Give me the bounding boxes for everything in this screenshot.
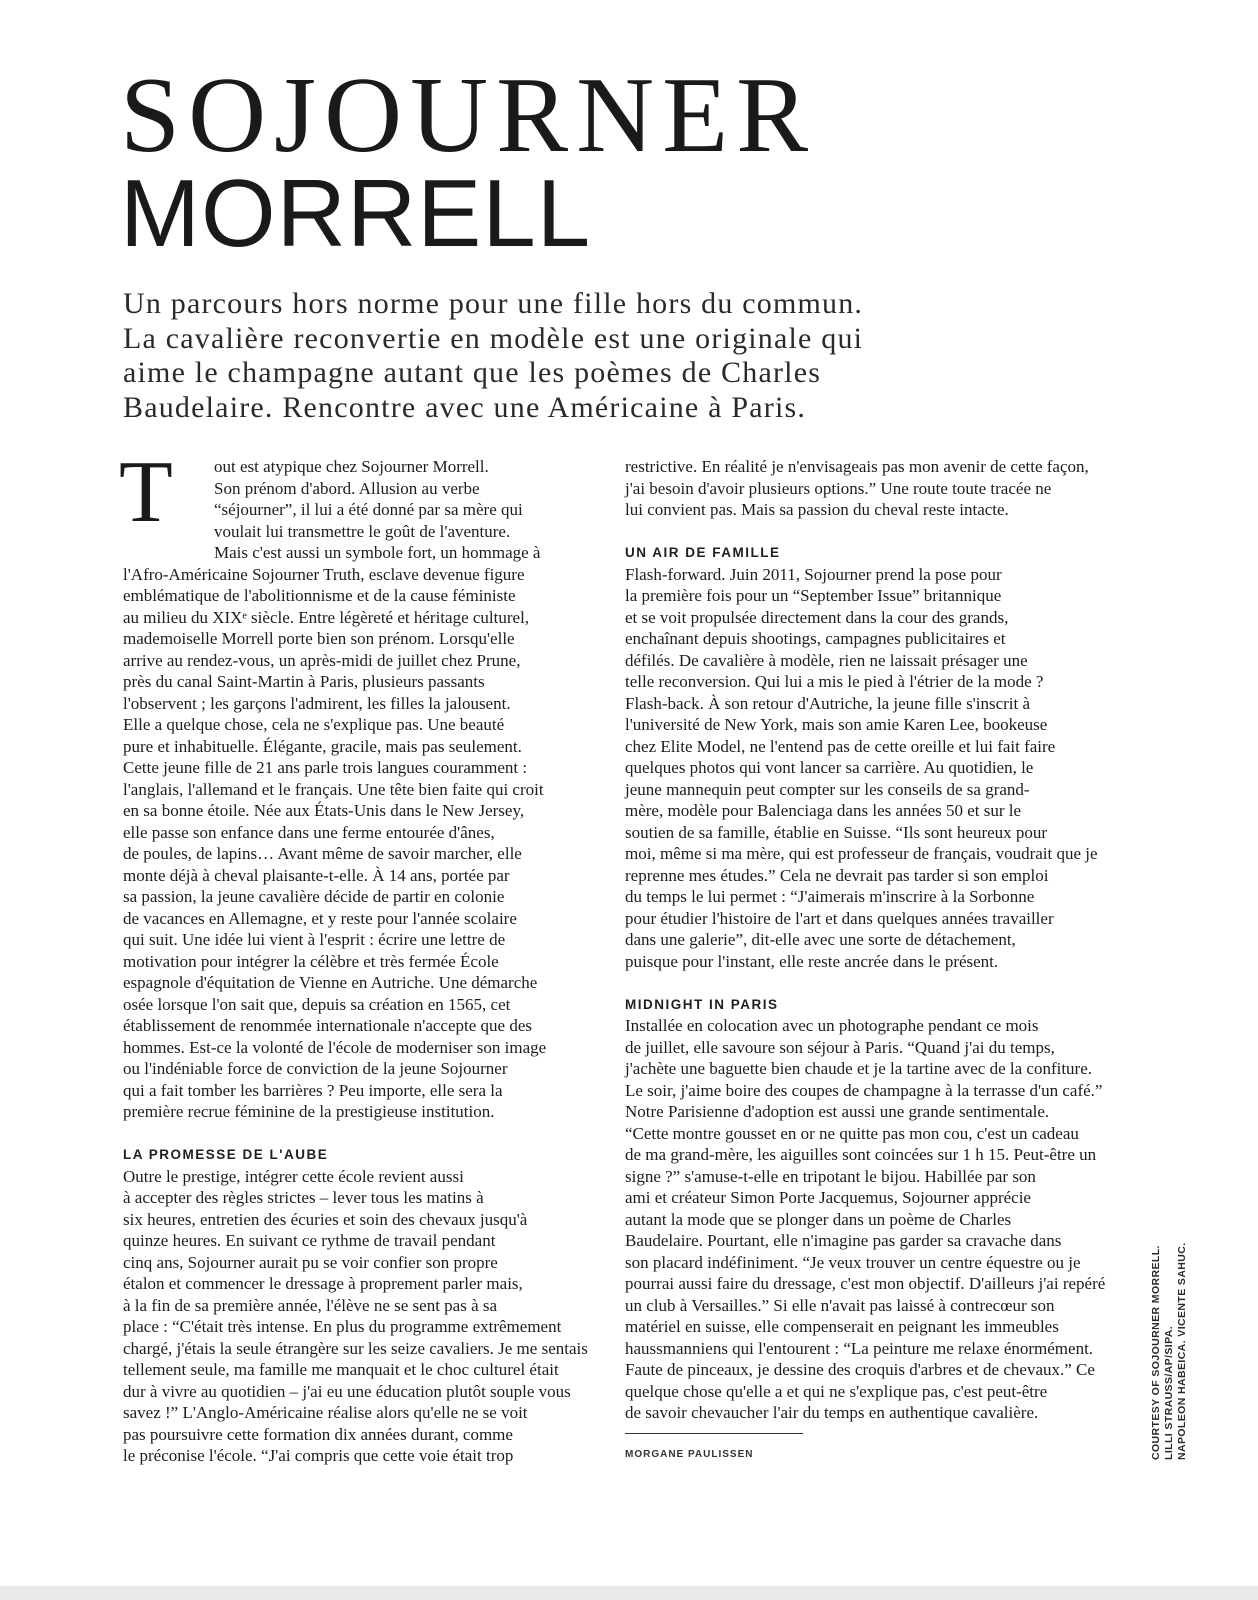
body-line: la première fois pour un “September Issue” britannique <box>625 586 1002 605</box>
body-line: quelque chose qu'elle a et qui ne s'explique pas, c'est peut-être <box>625 1381 1048 1401</box>
page-bottom-edge <box>0 1586 1258 1600</box>
body-line: Son prénom d'abord. Allusion au verbe <box>214 478 480 498</box>
body-line: autant la mode que se plonger dans un poème de Charles <box>625 1209 1012 1229</box>
author-byline: MORGANE PAULISSEN <box>625 1449 754 1460</box>
body-line: soutien de sa famille, établie en Suisse. “Ils sont heureux pour <box>625 822 1048 842</box>
body-line: enchaînant depuis shootings, campagnes publicitaires et <box>625 629 1006 648</box>
body-line: dur à vivre au quotidien – j'ai eu une éducation plutôt souple vous <box>123 1381 571 1401</box>
body-line: “Cette montre gousset en or ne quitte pas mon cou, c'est un cadeau <box>625 1123 1079 1143</box>
credit-line: NAPOLEON HABEICA. VICENTE SAHUC. <box>1176 1242 1188 1460</box>
body-line: son placard indéfiniment. “Je veux trouver un centre équestre ou je <box>625 1252 1081 1272</box>
body-line: pas poursuivre cette formation dix années durant, comme <box>123 1424 513 1444</box>
credit-line: COURTESY OF SOJOURNER MORRELL. <box>1150 1245 1162 1460</box>
body-line: chez Elite Model, ne l'entend pas de cette oreille et lui fait faire <box>625 736 1056 756</box>
body-line: Installée en colocation avec un photographe pendant ce mois <box>625 1016 1039 1035</box>
body-line: ou l'indéniable force de conviction de la jeune Sojourner <box>123 1059 508 1078</box>
body-line: de vacances en Allemagne, et y reste pour l'année scolaire <box>123 908 517 928</box>
standfirst-line: Un parcours hors norme pour une fille hors du commun. <box>123 287 864 320</box>
body-line: de savoir chevaucher l'air du temps en authentique cavalière. <box>625 1403 1039 1422</box>
body-line: à la fin de sa première année, l'élève ne se sent pas à sa <box>123 1295 498 1315</box>
body-line: établissement de renommée internationale n'accepte que des <box>123 1016 532 1035</box>
standfirst-line: La cavalière reconvertie en modèle est une originale qui <box>123 321 864 355</box>
body-line: première recrue féminine de la prestigieuse institution. <box>123 1102 495 1121</box>
body-line: de poules, de lapins… Avant même de savoir marcher, elle <box>123 844 522 863</box>
body-line: j'achète une baguette bien chaude et je la tartine avec de la confiture. <box>625 1059 1093 1078</box>
headline-first-name: SOJOURNER <box>120 56 817 175</box>
standfirst-line: Baudelaire. Rencontre avec une Américaine à Paris. <box>123 390 807 424</box>
body-line: quinze heures. En suivant ce rythme de travail pendant <box>123 1231 496 1250</box>
body-line: qui a fait tomber les barrières ? Peu importe, elle sera la <box>123 1080 503 1100</box>
drop-cap: T <box>119 444 173 541</box>
body-line: en sa bonne étoile. Née aux États-Unis dans le New Jersey, <box>123 801 525 820</box>
body-line: monte déjà à cheval plaisante-t-elle. À 14 ans, portée par <box>123 865 510 885</box>
body-line: savez !” L'Anglo-Américaine réalise alors qu'elle ne se voit <box>123 1403 528 1422</box>
body-line: j'ai besoin d'avoir plusieurs options.” Une route toute tracée ne <box>625 478 1052 498</box>
body-line: moi, même si ma mère, qui est professeur de français, voudrait que je <box>625 844 1098 863</box>
standfirst-line: aime le champagne autant que les poèmes de Charles <box>123 356 822 389</box>
body-line: “séjourner”, il lui a été donné par sa mère qui <box>214 500 523 519</box>
body-line: près du canal Saint-Martin à Paris, plusieurs passants <box>123 672 485 691</box>
left-column <box>123 456 588 1467</box>
paragraph-gap <box>123 1123 583 1145</box>
body-line: emblématique de l'abolitionnisme et de la cause féministe <box>123 586 516 605</box>
body-line: pure et inhabituelle. Élégante, gracile, mais pas seulement. <box>123 736 522 756</box>
right-column <box>625 456 1115 1424</box>
body-line: tellement seule, ma famille me manquait et le choc culturel était <box>123 1360 559 1379</box>
body-line: signe ?” s'amuse-t-elle en tripotant le bijou. Habillée par son <box>625 1166 1036 1186</box>
headline-last-name: MORRELL <box>120 160 592 267</box>
body-line: mère, modèle pour Balenciaga dans les années 50 et sur le <box>625 801 1022 820</box>
body-line: Baudelaire. Pourtant, elle n'imagine pas garder sa cravache dans <box>625 1231 1062 1250</box>
body-line: pour étudier l'histoire de l'art et dans quelques années travailler <box>625 908 1054 928</box>
body-line: voulait lui transmettre le goût de l'aventure. <box>214 521 511 541</box>
body-line: Flash-back. À son retour d'Autriche, la jeune fille s'inscrit à <box>625 693 1031 713</box>
body-line: quelques photos qui vont lancer sa carrière. Au quotidien, le <box>625 758 1034 777</box>
body-line: osée lorsque l'on sait que, depuis sa création en 1565, cet <box>123 994 511 1014</box>
body-line: restrictive. En réalité je n'envisageais pas mon avenir de cette façon, <box>625 457 1089 476</box>
body-line: au milieu du XIXᵉ siècle. Entre légèreté et héritage culturel, <box>123 607 530 627</box>
body-line: espagnole d'équitation de Vienne en Autriche. Une démarche <box>123 973 538 992</box>
body-line: lui convient pas. Mais sa passion du cheval reste intacte. <box>625 500 1009 519</box>
body-line: Notre Parisienne d'adoption est aussi une grande sentimentale. <box>625 1102 1050 1121</box>
credit-line: LILLI STRAUSS/AP/SIPA. <box>1163 1325 1175 1460</box>
byline-divider <box>625 1433 803 1434</box>
body-line: place : “C'était très intense. En plus du programme extrêmement <box>123 1317 562 1336</box>
body-line: sa passion, la jeune cavalière décide de partir en colonie <box>123 887 505 906</box>
body-line: Elle a quelque chose, cela ne s'explique pas. Une beauté <box>123 715 505 734</box>
body-line: dans une galerie”, dit-elle avec une sorte de détachement, <box>625 930 1016 949</box>
body-line: Mais c'est aussi un symbole fort, un hommage à <box>214 543 541 562</box>
body-line: six heures, entretien des écuries et soin des chevaux jusqu'à <box>123 1209 528 1229</box>
body-line: telle reconversion. Qui lui a mis le pied à l'étrier de la mode ? <box>625 672 1044 691</box>
body-line: reprenne mes études.” Cela ne devrait pas tarder si son emploi <box>625 865 1049 885</box>
body-line: Cette jeune fille de 21 ans parle trois langues couramment : <box>123 758 528 777</box>
subheading: LA PROMESSE DE L'AUBE <box>123 1147 329 1162</box>
body-line: Flash-forward. Juin 2011, Sojourner prend la pose pour <box>625 564 1002 584</box>
body-line: cinq ans, Sojourner aurait pu se voir confier son propre <box>123 1252 498 1272</box>
standfirst <box>123 287 883 425</box>
body-line: Faute de pinceaux, je dessine des croquis d'arbres et de chevaux.” Ce <box>625 1360 1095 1379</box>
body-line: matériel en suisse, elle compenserait en peignant les immeubles <box>625 1317 1059 1336</box>
paragraph-gap <box>625 521 1115 543</box>
body-line: haussmanniens qui l'entourent : “La peinture me relaxe énormément. <box>625 1338 1094 1358</box>
body-line: hommes. Est-ce la volonté de l'école de moderniser son image <box>123 1037 547 1057</box>
body-line: chargé, j'étais la seule étrangère sur les seize cavaliers. Je me sentais <box>123 1338 588 1358</box>
body-line: de juillet, elle savoure son séjour à Paris. “Quand j'ai du temps, <box>625 1037 1055 1057</box>
body-line: l'observent ; les garçons l'admirent, les filles la jalousent. <box>123 693 511 713</box>
body-line: arrive au rendez-vous, un après-midi de juillet chez Prune, <box>123 650 521 670</box>
body-line: un club à Versailles.” Si elle n'avait pas laissé à contrecœur son <box>625 1295 1055 1315</box>
body-line: l'anglais, l'allemand et le français. Une tête bien faite qui croit <box>123 779 544 799</box>
body-line: étalon et commencer le dressage à proprement parler mais, <box>123 1274 523 1293</box>
photo-credits <box>1150 1190 1189 1460</box>
body-line: puisque pour l'instant, elle reste ancrée dans le présent. <box>625 951 999 971</box>
body-line: out est atypique chez Sojourner Morrell. <box>214 457 489 476</box>
body-line: Outre le prestige, intégrer cette école revient aussi <box>123 1166 464 1186</box>
body-line: du temps le lui permet : “J'aimerais m'inscrire à la Sorbonne <box>625 887 1035 906</box>
subheading: MIDNIGHT IN PARIS <box>625 996 779 1012</box>
body-line: elle passe son enfance dans une ferme entourée d'ânes, <box>123 822 495 842</box>
body-line: qui suit. Une idée lui vient à l'esprit : écrire une lettre de <box>123 930 506 949</box>
body-line: de ma grand-mère, les aiguilles sont coincées sur 1 h 15. Peut-être un <box>625 1145 1097 1164</box>
body-line: Le soir, j'aime boire des coupes de champagne à la terrasse d'un café.” <box>625 1080 1103 1100</box>
body-line: le préconise l'école. “J'ai compris que cette voie était trop <box>123 1446 514 1465</box>
body-line: mademoiselle Morrell porte bien son prénom. Lorsqu'elle <box>123 629 515 648</box>
body-line: défilés. De cavalière à modèle, rien ne laissait présager une <box>625 650 1028 670</box>
subheading: UN AIR DE FAMILLE <box>625 545 781 560</box>
paragraph-gap <box>625 972 1115 994</box>
body-line: pourrai aussi faire du dressage, c'est mon objectif. D'ailleurs j'ai repéré <box>625 1274 1106 1293</box>
body-line: l'Afro-Américaine Sojourner Truth, esclave devenue figure <box>123 564 525 584</box>
body-line: à accepter des règles strictes – lever tous les matins à <box>123 1188 484 1207</box>
body-line: l'université de New York, mais son amie Karen Lee, bookeuse <box>625 715 1048 734</box>
body-line: motivation pour intégrer la célèbre et très fermée École <box>123 951 499 971</box>
body-line: et se voit propulsée directement dans la cour des grands, <box>625 607 1009 627</box>
body-line: ami et créateur Simon Porte Jacquemus, Sojourner apprécie <box>625 1188 1031 1207</box>
body-line: jeune mannequin peut compter sur les conseils de sa grand- <box>625 779 1030 799</box>
